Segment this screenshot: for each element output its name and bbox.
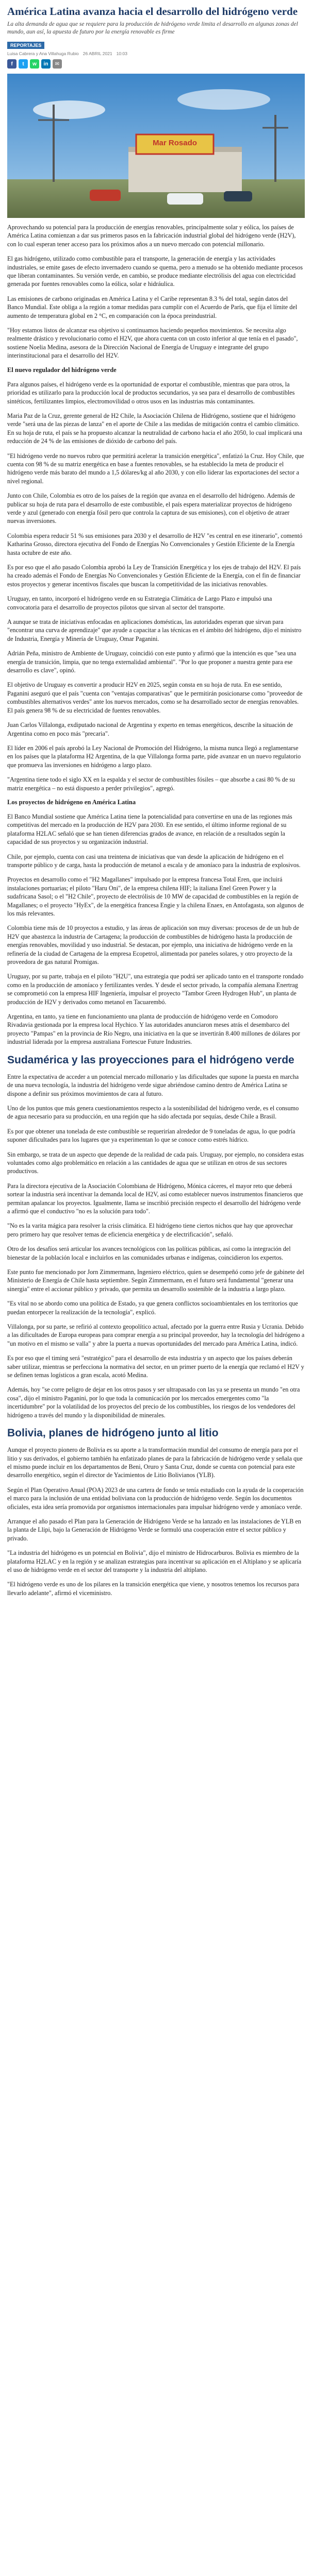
paragraph: Uruguay, por su parte, trabaja en el piloto "H2U", una estrategia que podrá ser aplicado tanto en el transporte rondado como en la producción de amoníaco y fertilizantes verdes. Y desde el sector privado, la compañía alemana Enertrag se comprometió con la empresa HIF Ingeniería, impulsar el proyecto "Tambor Green Hydrogen Hub", un planta de producción de H2V y derivados como metanol en Tacuarembó.	[7, 973, 304, 1006]
paragraph: El Banco Mundial sostiene que América Latina tiene la potencialidad para convertirse en una de las regiones más competitivas del mercado en la producción de H2V para 2030. En ese sentido, el último informe regional de su plataforma H2LAC señaló que se han tienen diferencias grados de avance, en relación de a resultados según la capacidad de sus proyectos y su organización industrial.	[7, 812, 292, 846]
paragraph: El líder en 2006 el país aprobó la Ley Nacional de Promoción del Hidrógeno, la misma nunca llegó a reglamentarse en los países que la plataforma H2 Argentina, de la que Villalonga forma parte, pide avanzar en un nuevo regulatorio que promueva las inversiones en hidrógeno a largo plazo.	[7, 744, 301, 769]
paragraph: Es por eso que el timing será "estratégico" para el desarrollo de esta industria y un aspecto que los países deberán saber utilizar, mientras se perfecciona la normativa del sector, en un primer puerto de la energía que reclamó el H2V y se definen temas logísticos a gran escala, acotó Medina.	[7, 1354, 304, 1379]
vehicle	[224, 191, 252, 201]
paragraph: Entre la expectativa de acceder a un potencial mercado millonario y las dificultades que supone la puesta en marcha de una nueva tecnología, la industria del hidrógeno verde sigue abriéndose camino dentro de América Latina se dispone a definir sus próximos movimientos de cara al futuro.	[7, 1073, 299, 1097]
paragraph: "El hidrógeno verde no nuevos rubro que permitirá acelerar la transición energética", enfatizó la Cruz. Hoy Chile, que cuenta con 98 % de su matriz energética en base a fuentes renovables, se ha establecido la meta de producir el hidrógeno verde más barato del mundo a 1,5 dólares/kg al año 2030, y con ello liderar las exportaciones del sector a nivel regional.	[7, 452, 304, 485]
section-subtitle: El nuevo regulador del hidrógeno verde	[7, 366, 117, 374]
paragraph: El gas hidrógeno, utilizado como combustible para el transporte, la generación de energía y las actividades industriales, se emite gases de efecto invernadero cuando se quema, pero a menudo se ha obtenido mediante procesos que liberan contaminantes. Su versión verde, en cambio, se produce mediante electrólisis del agua con electricidad generada por fuentes renovables como la eólica, solar e hidráulica.	[7, 255, 303, 288]
facebook-icon[interactable]: f	[7, 59, 17, 69]
paragraph: Junto con Chile, Colombia es otro de los países de la región que avanza en el desarrollo del hidrógeno. Además de publicar su hoja de ruta para el desarrollo de este combustible, el país espera materializar proyectos de hidrógeno verde y azul (generado con energía fósil pero que controla la captura de sus emisiones), con el objetivo de atraer nuevas inversiones.	[7, 492, 295, 525]
article-body	[7, 223, 305, 1597]
section-heading: Bolivia, planes de hidrógeno junto al litio	[7, 1427, 219, 1439]
paragraph: Las emisiones de carbono originadas en América Latina y el Caribe representan 8.3 % del total, según datos del Banco Mundial. Este obliga a la región a tomar medidas para cumplir con el Acuerdo de París, que fija el límite del aumento de temperatura global en 2 °C, en comparación con la época preindustrial.	[7, 295, 298, 319]
paragraph: "Hoy estamos listos de alcanzar esa objetivo si continuamos haciendo pequeños movimientos. Se necesita algo realmente drástico y revolucionario como el H2V, que ahora cuenta con un costo inferior al que tenía en el pasado", sostiene Noelia Medina, asesora de la Dirección Nacional de Energía de Uruguay e integrante del grupo interinstitucional para el desarrollo del H2V.	[7, 327, 298, 360]
email-icon[interactable]: ✉	[53, 59, 62, 69]
section-tag[interactable]: REPORTAJES	[7, 42, 44, 49]
paragraph: Juan Carlos Villalonga, exdiputado nacional de Argentina y experto en temas energéticos, describe la situación de Argentina como en poco más "precaria".	[7, 721, 293, 737]
byline-time: 10:03	[116, 51, 127, 56]
paragraph: El objetivo de Uruguay es convertir a producir H2V en 2025, según consta en su hoja de ruta. En ese sentido, Paganini aseguró que el país "cuenta con "ventajas comparativas" que le permitirán posicionarse como "proveedor de combustibles alternativos verdes" ante los nuevos mercados, como se ha desarrollado sector de energías renovables. El país genera 98 % de su electricidad de fuentes renovables.	[7, 681, 303, 714]
paragraph: Este punto fue mencionado por Jorn Zimmermann, Ingeniero eléctrico, quien se desempeñó como jefe de gabinete del Ministerio de Energía de Chile hasta septiembre. Según Zimmermann, en el futuro será fundamental "generar una sinergia" entre el accionar público y privado, que permita un desarrollo sostenible de la industria a largo plazo.	[7, 1268, 304, 1293]
paragraph: Además, hoy "se corre peligro de dejar en los otros pasos y ser ultrapasado con las ya se presenta un mundo "en otra cosa", dijo el ministro Paganini, por lo que toda la comunicación por los mercados emergentes como "la incertidumbre" por la volatilidad de los proyectos del precio de los combustibles, los riesgos de los vendedores del hidrógeno a través del mundo y la disponibilidad de minerales.	[7, 1386, 300, 1419]
byline	[7, 51, 305, 56]
paragraph: "Argentina tiene todo el siglo XX en la espalda y el sector de combustibles fósiles – que absorbe a casi 80 % de su matriz energética – no está dispuesto a perder privilegios", agregó.	[7, 776, 295, 792]
paragraph: Para la directora ejecutiva de la Asociación Colombiana de Hidrógeno, Mónica cáceres, el mayor reto que deberá sortear la industria será incentivar la demanda local de H2V, así como establecer nuevos instrumentos financieros que permitan apalancar los proyectos. Igualmente, llama se inscribió precisión respecto el desarrollo del hidrógeno verde a afirmó que el conductivo "no es la solución para todo".	[7, 1182, 303, 1215]
byline-author[interactable]: Luisa Cabrera y Ana Villahuga Rubio	[7, 51, 79, 56]
whatsapp-icon[interactable]: w	[30, 59, 39, 69]
paragraph: Arranque el año pasado el Plan para la Generación de Hidrógeno Verde se ha lanzado en las instalaciones de YLB en la planta de Llipi, bajo la Generación de Hidrógeno Verde se formuló una cooperación entre el sector público y privado.	[7, 1517, 301, 1542]
hero-sign-text: Mar Rosado	[153, 139, 197, 147]
article-headline: América Latina avanza hacia el desarrollo del hidrógeno verde	[7, 5, 298, 18]
vehicle	[167, 193, 203, 205]
paragraph: Maria Paz de la Cruz, gerente general de H2 Chile, la Asociación Chilena de Hidrógeno, sostiene que el hidrógeno verde "será una de las piezas de lanza" en el aporte de Chile a las medidas de mitigación contra el cambio climático. En su hoja de ruta, el país se ha propuesto alcanzar la neutralidad de carbono hacia el año 2050, lo cual implicará una reducción de 24 % de las emisiones de dióxido de carbono del país.	[7, 412, 302, 445]
share-row	[7, 59, 305, 69]
paragraph: Es por eso que el año pasado Colombia aprobó la Ley de Transición Energética y los ejes de trabajo del H2V. El país ha creado además el Fondo de Energías No Convencionales y Gestión Eficiente de la Energía, con el fin de financiar estos proyectos y generar incentivos fiscales que buscan la competitividad de las iniciativas renovables.	[7, 564, 301, 588]
paragraph: Argentina, en tanto, ya tiene en funcionamiento una planta de producción de hidrógeno verde en Comodoro Rivadavia gestionada por la empresa local Hychico. Y las autoridades anunciaron meses atrás el desembarco del proyecto "Pampas" en la provincia de Río Negro, una iniciativa en la que se invertirán 8.400 millones de dólares por industrial liderada por la empresa australiana Fortescue Future Industries.	[7, 1013, 301, 1046]
twitter-icon[interactable]: t	[19, 59, 28, 69]
paragraph: Según el Plan Operativo Anual (POA) 2023 de una cartera de fondo se tenía estudiado con la ayuda de la cooperación el marco para la inclusión de una entidad boliviana con la producción de hidrógeno verde. Según los documentos oficiales, esta idea sería promovida por organismos internacionales para impulsar hidrógeno verde y amoníaco verde.	[7, 1486, 304, 1511]
cloud	[177, 89, 270, 110]
paragraph: Aprovechando su potencial para la producción de energías renovables, principalmente solar y eólica, los países de América Latina comienzan a dar sus primeros pasos en la fabricación industrial global del hidrógeno verde (H2V), con lo cual esperan tener acceso para los próximos años a un nuevo mercado con potencial millonario.	[7, 224, 296, 248]
paragraph: Colombia tiene más de 10 proyectos a estudio, y las áreas de aplicación son muy diversas: procesos de de un hub de H2V que abastezca la industria de Cartagena; la producción de combustibles de hidrógeno hasta la producción de energías renovables, movilidad y uso industrial. Se destacan, por ejemplo, una iniciativa de hidrógeno verde en la refinería de la ciudad de Cartagena de la empresa Ecopetrol, alimentada por paneles solares, y otro proyecto de la proveedora de gas natural Promigas.	[7, 924, 299, 966]
paragraph: A aunque se trata de iniciativas enfocadas en aplicaciones domésticas, las autoridades esperan que sirvan para "encontrar una curva de aprendizaje" que ayude a capacitar a las técnicas en el ámbito del hidrógeno, dijo el ministro de Industria, Energía y Minería de Uruguay, Omar Paganini.	[7, 618, 302, 642]
paragraph: Sin embargo, se trata de un aspecto que depende de la realidad de cada país. Uruguay, por ejemplo, no considera estas voluntades como algo problemático en relación a las cantidades de agua que se utilizan en otros de sus sectores productivos.	[7, 1150, 304, 1175]
paragraph: Otro de los desafíos será articular los avances tecnológicos con las políticas públicas, así como la integración del bienestar de la población local e incluirlos en las comunidades urbanas e indígenas, coincidieron los expertos.	[7, 1245, 291, 1261]
byline-date: 26 ABRIL 2021	[83, 51, 112, 56]
building	[128, 151, 242, 192]
paragraph: Aunque el proyecto pionero de Bolivia es su aporte a la transformación mundial del consumo de energía para por el litio y sus derivados, el gobierno también ha enfatizado planes de para la fabricación de hidrógeno verde y señala que el mismo puede incluir en los departamentos de Beni, Oruro y Santa Cruz, donde se cuenta con potencial para este desarrollo energético, según el director de Yacimientos de Litio Bolivianos (YLB).	[7, 1446, 303, 1479]
paragraph: "El hidrógeno verde es uno de los pilares en la transición energética que viene, y nosotros tenemos los recursos para llevarlo adelante", afirmó el viceministro.	[7, 1581, 299, 1597]
paragraph: "La industria del hidrógeno es un potencial en Bolivia", dijo el ministro de Hidrocarburos. Bolivia es miembro de la plataforma H2LAC y en la región y se analizan estrategias para incentivar su aplicación en el Altiplano y se aplicaría el uso de hidrógeno verde en el sector del transporte y la industria del altiplano.	[7, 1549, 302, 1573]
hero-image	[7, 74, 305, 218]
article-subhead: La alta demanda de agua que se requiere para la producción de hidrógeno verde limita el desarrollo en algunas zonas del mundo, aun así, la apuesta de futuro por la energía renovable es firme	[7, 21, 298, 35]
paragraph: Colombia espera reducir 51 % sus emisiones para 2030 y el desarrollo de H2V "es central en ese itinerario", comentó Katharina Grosso, directora ejecutiva del Fondo de Energías No Convencionales y Gestión Eficiente de la Energía hasta octubre de este año.	[7, 532, 303, 556]
paragraph: Chile, por ejemplo, cuenta con casi una treintena de iniciativas que van desde la aplicación de hidrógeno en el transporte público y de carga, hasta la producción de metanol a escala y de amoníaco para la industria de explosivos.	[7, 853, 301, 869]
cloud	[33, 100, 105, 119]
linkedin-icon[interactable]: in	[41, 59, 51, 69]
vehicle	[90, 190, 121, 201]
paragraph: Uno de los puntos que más genera cuestionamientos respecto a la sostenibilidad del hidrógeno verde, es el consumo de agua necesario para su producción, en una región que ha sido afectada por sequías, desde Chile a Brasil.	[7, 1104, 299, 1121]
paragraph: "Es vital no se abordo como una política de Estado, ya que genera conflictos socioambientales en los territorios que puedan entorpecer la realización de la tecnología", explicó.	[7, 1300, 298, 1316]
section-subtitle: Los proyectos de hidrógeno en América Latina	[7, 798, 136, 806]
paragraph: Villalonga, por su parte, se refirió al contexto geopolítico actual, afectado por la guerra entre Rusia y Ucrania. Debido a las dificultades de Europa europeas para comprar energía a su principal proveedor, hay la tecnología del hidrógeno a "un motivo en el mismo se valla" y abre la puerta a nuevas oportunidades del mercado para América Latina, indicó.	[7, 1323, 305, 1347]
paragraph: Para algunos países, el hidrógeno verde es la oportunidad de exportar el combustible, mientras que para otros, la prioridad es utilizarlo para la producción local de productos secundarios, ya sea para el desarrollo de combustibles sintéticos, fertilizantes limpios, electromovilidad o otros usos en las industrias más contaminantes.	[7, 380, 295, 405]
section-heading: Sudamérica y las proyecciones para el hidrógeno verde	[7, 1054, 294, 1066]
paragraph: Es por que obtener una tonelada de este combustible se requerirían alrededor de 9 toneladas de agua, lo que podría suponer dificultades para los lugares que ya experimentan lo que se conoce como estrés hídrico.	[7, 1127, 295, 1144]
paragraph: "No es la varita mágica para resolver la crisis climática. El hidrógeno tiene ciertos nichos que hay que aprovechar pero primero hay que resolver temas de eficiencia energética y de electrificación", señaló.	[7, 1222, 293, 1238]
paragraph: Proyectos en desarrollo como el "H2 Magallanes" impulsado por la empresa francesa Total Eren, que incluirá instalaciones portuarias; el piloto "Haru Oni", de la empresa chilena HIF; la italiana Enel Green Power y la sudafricana Sasol; o el "H2 Chile", proyecto de electrólisis de 10 MW de capacidad de combustibles en la región de Magallanes; o el proyecto "HyEx", de la energética francesa Engie y la chilena Enaex, en Antofagasta, son algunos de los más relevantes.	[7, 876, 304, 917]
paragraph: Adrián Peña, ministro de Ambiente de Uruguay, coincidió con este punto y afirmó que la intención es que "sea una energía de transición, limpia, que no tenga externalidad ambiental". "Por lo que proponer a nuestra gente para ese desarrollo es clave", opinó.	[7, 650, 297, 674]
paragraph: Uruguay, en tanto, incorporó el hidrógeno verde en su Estrategia Climática de Largo Plazo e impulsó una convocatoria para el desarrollo de proyectos pilotos que sirvan al sector del transporte.	[7, 595, 272, 611]
